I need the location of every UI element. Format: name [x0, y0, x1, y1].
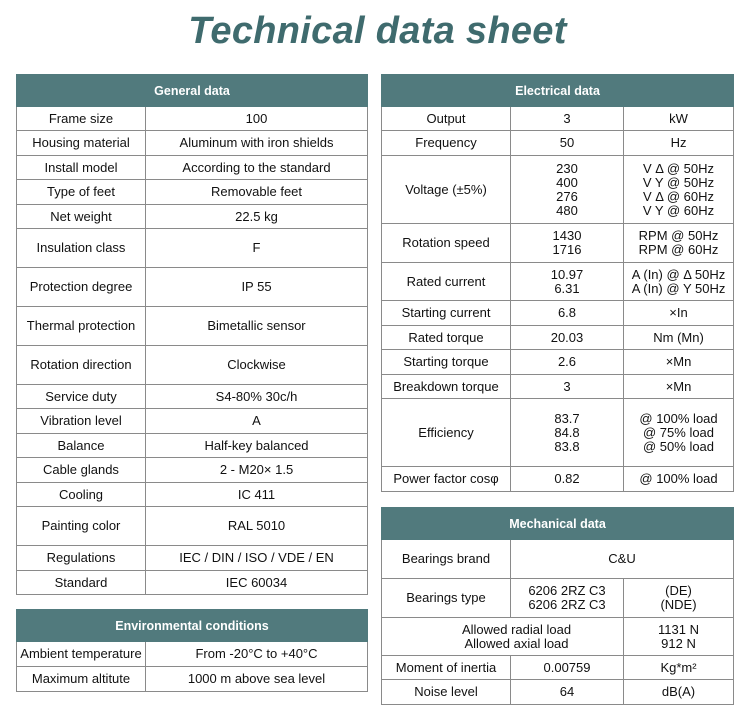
- voltage-value-4: 480: [556, 202, 578, 218]
- rated-torque-unit: Nm (Mn): [624, 326, 734, 350]
- allowed-loads-labels: [382, 618, 624, 656]
- efficiency-unit-2: @ 75% load: [643, 424, 715, 440]
- protection-degree-label: Protection degree: [17, 268, 146, 307]
- rotation-direction-label: Rotation direction: [17, 346, 146, 385]
- rotation-speed-value-2: 1716: [552, 242, 582, 257]
- regulations-value: IEC / DIN / ISO / VDE / EN: [146, 546, 368, 571]
- balance-value: Half-key balanced: [146, 434, 368, 458]
- type-of-feet-label: Type of feet: [17, 180, 146, 205]
- environmental-conditions-table: [16, 609, 368, 692]
- breakdown-torque-unit: ×Mn: [624, 375, 734, 399]
- noise-level-label: Noise level: [382, 680, 511, 705]
- starting-current-unit: ×In: [624, 301, 734, 326]
- insulation-class-value: F: [146, 229, 368, 268]
- electrical-data-table: [381, 74, 734, 492]
- type-of-feet-value: Removable feet: [146, 180, 368, 205]
- painting-color-value: RAL 5010: [146, 507, 368, 546]
- environmental-conditions-header: Environmental conditions: [17, 610, 368, 642]
- voltage-unit-2: V Y @ 50Hz: [642, 174, 715, 190]
- frequency-unit: Hz: [624, 131, 734, 156]
- maximum-altitude-value: 1000 m above sea level: [146, 667, 368, 692]
- ambient-temperature-value: From -20°C to +40°C: [146, 642, 368, 667]
- allowed-axial-load-label: Allowed axial load: [464, 635, 569, 651]
- moment-of-inertia-unit: Kg*m²: [624, 656, 734, 680]
- page-title: Technical data sheet: [188, 10, 567, 52]
- thermal-protection-value: Bimetallic sensor: [146, 307, 368, 346]
- efficiency-label: Efficiency: [382, 399, 511, 467]
- breakdown-torque-value: 3: [511, 375, 624, 399]
- rotation-direction-value: Clockwise: [146, 346, 368, 385]
- frame-size-value: 100: [146, 107, 368, 131]
- voltage-unit-4: V Y @ 60Hz: [642, 202, 715, 218]
- output-value: 3: [511, 107, 624, 131]
- bearings-type-value-de: 6206 2RZ C3: [528, 583, 606, 598]
- standard-label: Standard: [17, 571, 146, 595]
- breakdown-torque-label: Breakdown torque: [382, 375, 511, 399]
- service-duty-label: Service duty: [17, 385, 146, 409]
- voltage-label: Voltage (±5%): [382, 156, 511, 224]
- service-duty-value: S4-80% 30c/h: [146, 385, 368, 409]
- efficiency-values: [511, 399, 624, 467]
- rated-current-label: Rated current: [382, 263, 511, 301]
- rotation-speed-label: Rotation speed: [382, 224, 511, 263]
- bearings-type-position-de: (DE): [665, 583, 692, 598]
- cable-glands-value: 2 - M20× 1.5: [146, 458, 368, 483]
- rated-current-unit-1: A (In) @ Δ 50Hz: [631, 266, 726, 282]
- insulation-class-label: Insulation class: [17, 229, 146, 268]
- net-weight-label: Net weight: [17, 205, 146, 229]
- noise-level-value: 64: [511, 680, 624, 705]
- rotation-speed-unit-1: RPM @ 50Hz: [638, 228, 719, 243]
- voltage-unit-3: V Δ @ 60Hz: [642, 188, 715, 204]
- net-weight-value: 22.5 kg: [146, 205, 368, 229]
- moment-of-inertia-label: Moment of inertia: [382, 656, 511, 680]
- bearings-type-label: Bearings type: [382, 579, 511, 618]
- efficiency-unit-1: @ 100% load: [639, 410, 718, 426]
- rotation-speed-value-1: 1430: [552, 228, 582, 243]
- voltage-value-1: 230: [556, 160, 578, 176]
- general-data-header: General data: [17, 75, 368, 107]
- starting-torque-value: 2.6: [511, 350, 624, 375]
- output-label: Output: [382, 107, 511, 131]
- efficiency-value-1: 83.7: [554, 410, 580, 426]
- rotation-speed-unit-2: RPM @ 60Hz: [638, 242, 719, 257]
- allowed-loads-values: [624, 618, 734, 656]
- voltage-unit-1: V Δ @ 50Hz: [642, 160, 715, 176]
- housing-material-label: Housing material: [17, 131, 146, 156]
- rated-current-units: [624, 263, 734, 301]
- bearings-brand-value: C&U: [511, 540, 734, 579]
- allowed-radial-load-label: Allowed radial load: [461, 621, 572, 637]
- balance-label: Balance: [17, 434, 146, 458]
- bearings-type-values: [511, 579, 624, 618]
- rotation-speed-values: [511, 224, 624, 263]
- regulations-label: Regulations: [17, 546, 146, 571]
- power-factor-label: Power factor cosφ: [382, 467, 511, 492]
- voltage-units: [624, 156, 734, 224]
- install-model-label: Install model: [17, 156, 146, 180]
- general-data-table: [16, 74, 368, 595]
- output-unit: kW: [624, 107, 734, 131]
- rated-current-value-1: 10.97: [550, 266, 584, 282]
- electrical-data-header: Electrical data: [382, 75, 734, 107]
- rated-current-unit-2: A (In) @ Y 50Hz: [631, 280, 726, 296]
- efficiency-value-3: 83.8: [554, 438, 580, 454]
- cable-glands-label: Cable glands: [17, 458, 146, 483]
- rated-torque-label: Rated torque: [382, 326, 511, 350]
- allowed-axial-load-value: 912 N: [661, 635, 696, 651]
- starting-torque-label: Starting torque: [382, 350, 511, 375]
- ambient-temperature-label: Ambient temperature: [17, 642, 146, 667]
- rated-current-values: [511, 263, 624, 301]
- vibration-level-value: A: [146, 409, 368, 434]
- efficiency-units: [624, 399, 734, 467]
- noise-level-unit: dB(A): [624, 680, 734, 705]
- voltage-value-2: 400: [556, 174, 578, 190]
- bearings-type-position-nde: (NDE): [660, 597, 697, 612]
- install-model-value: According to the standard: [146, 156, 368, 180]
- vibration-level-label: Vibration level: [17, 409, 146, 434]
- power-factor-value: 0.82: [511, 467, 624, 492]
- efficiency-unit-3: @ 50% load: [643, 438, 715, 454]
- mechanical-data-table: [381, 507, 734, 705]
- allowed-radial-load-value: 1131 N: [658, 621, 699, 637]
- cooling-label: Cooling: [17, 483, 146, 507]
- starting-torque-unit: ×Mn: [624, 350, 734, 375]
- rotation-speed-units: [624, 224, 734, 263]
- housing-material-value: Aluminum with iron shields: [146, 131, 368, 156]
- mechanical-data-header: Mechanical data: [382, 508, 734, 540]
- bearings-type-positions: [624, 579, 734, 618]
- painting-color-label: Painting color: [17, 507, 146, 546]
- starting-current-label: Starting current: [382, 301, 511, 326]
- efficiency-value-2: 84.8: [554, 424, 580, 440]
- frame-size-label: Frame size: [17, 107, 146, 131]
- voltage-value-3: 276: [556, 188, 578, 204]
- bearings-brand-label: Bearings brand: [382, 540, 511, 579]
- rated-torque-value: 20.03: [511, 326, 624, 350]
- thermal-protection-label: Thermal protection: [17, 307, 146, 346]
- power-factor-unit: @ 100% load: [624, 467, 734, 492]
- bearings-type-value-nde: 6206 2RZ C3: [528, 597, 606, 612]
- cooling-value: IC 411: [146, 483, 368, 507]
- frequency-label: Frequency: [382, 131, 511, 156]
- starting-current-value: 6.8: [511, 301, 624, 326]
- protection-degree-value: IP 55: [146, 268, 368, 307]
- rated-current-value-2: 6.31: [554, 280, 580, 296]
- standard-value: IEC 60034: [146, 571, 368, 595]
- frequency-value: 50: [511, 131, 624, 156]
- voltage-values: [511, 156, 624, 224]
- maximum-altitude-label: Maximum altitute: [17, 667, 146, 692]
- moment-of-inertia-value: 0.00759: [511, 656, 624, 680]
